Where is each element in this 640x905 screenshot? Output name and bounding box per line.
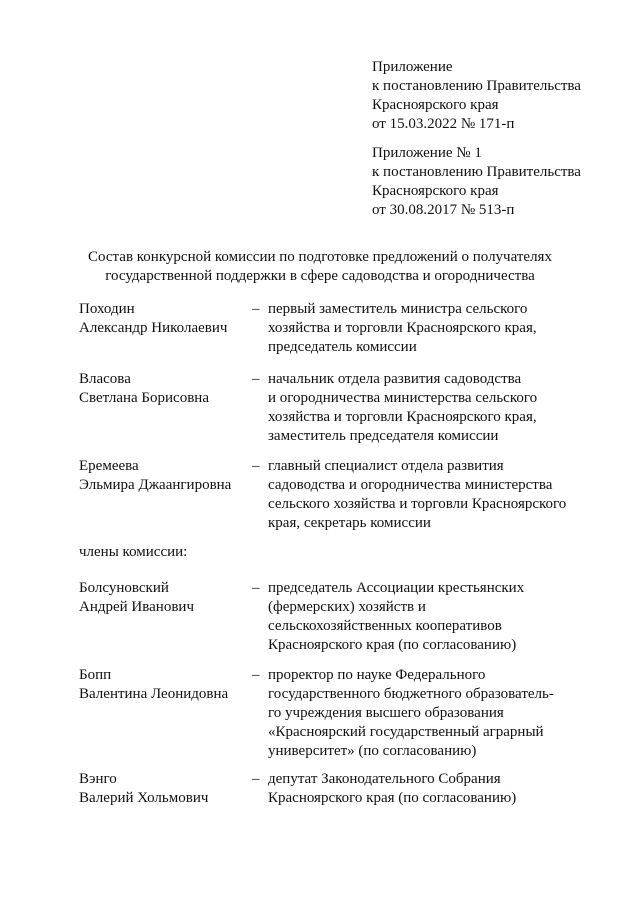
member-name — [79, 770, 208, 808]
member-role — [268, 300, 537, 357]
annex-heading: Приложение — [372, 59, 453, 75]
annex-block-current — [372, 58, 581, 134]
member-surname: Вэнго — [79, 771, 117, 787]
member-role — [268, 666, 554, 761]
annex-heading: Приложение № 1 — [372, 145, 482, 161]
member-dash: – — [252, 301, 260, 317]
document-title — [0, 248, 640, 286]
member-given-names: Эльмира Джаангировна — [79, 477, 232, 493]
member-surname: Бопп — [79, 667, 112, 683]
member-name — [79, 300, 227, 338]
annex-reference: к постановлению Правительства — [372, 164, 581, 180]
role-line: го учреждения высшего образования — [268, 705, 504, 721]
member-role — [268, 457, 566, 533]
annex-block-original — [372, 144, 581, 220]
role-line: депутат Законодательного Собрания — [268, 771, 501, 787]
role-line: сельского хозяйства и торговли Красноярского — [268, 496, 567, 512]
members-label: члены комиссии: — [79, 544, 188, 560]
member-dash: – — [252, 458, 260, 474]
role-line: Красноярского края (по согласованию) — [268, 637, 517, 653]
role-line: и огородничества министерства сельского — [268, 390, 538, 406]
role-line: Красноярского края (по согласованию) — [268, 790, 517, 806]
member-dash: – — [252, 667, 260, 683]
role-line: первый заместитель министра сельского — [268, 301, 528, 317]
member-dash: – — [252, 371, 260, 387]
role-line: хозяйства и торговли Красноярского края, — [268, 409, 537, 425]
title-line: Состав конкурсной комиссии по подготовке предложений о получателях — [88, 249, 552, 265]
member-given-names: Валерий Хольмович — [79, 790, 209, 806]
member-surname: Власова — [79, 371, 131, 387]
title-line: государственной поддержки в сфере садоводства и огородничества — [105, 268, 535, 284]
member-given-names: Александр Николаевич — [79, 320, 228, 336]
member-surname: Походин — [79, 301, 135, 317]
annex-region: Красноярского края — [372, 97, 499, 113]
role-line: председатель комиссии — [268, 339, 417, 355]
role-line: начальник отдела развития садоводства — [268, 371, 522, 387]
member-surname: Болсуновский — [79, 580, 169, 596]
member-role — [268, 770, 516, 808]
role-line: главный специалист отдела развития — [268, 458, 504, 474]
role-line: заместитель председателя комиссии — [268, 428, 499, 444]
member-name — [79, 370, 209, 408]
role-line: председатель Ассоциации крестьянских — [268, 580, 525, 596]
role-line: проректор по науке Федерального — [268, 667, 486, 683]
member-given-names: Светлана Борисовна — [79, 390, 209, 406]
annex-date-number: от 15.03.2022 № 171-п — [372, 116, 515, 132]
member-given-names: Андрей Иванович — [79, 599, 194, 615]
role-line: хозяйства и торговли Красноярского края, — [268, 320, 537, 336]
member-surname: Еремеева — [79, 458, 139, 474]
member-role — [268, 370, 537, 446]
role-line: университет» (по согласованию) — [268, 743, 477, 759]
member-given-names: Валентина Леонидовна — [79, 686, 229, 702]
member-name — [79, 579, 194, 617]
member-role — [268, 579, 524, 655]
annex-region: Красноярского края — [372, 183, 499, 199]
role-line: края, секретарь комиссии — [268, 515, 431, 531]
annex-reference: к постановлению Правительства — [372, 78, 581, 94]
role-line: (фермерских) хозяйств и — [268, 599, 426, 615]
member-dash: – — [252, 771, 260, 787]
member-name — [79, 457, 231, 495]
member-name — [79, 666, 228, 704]
role-line: сельскохозяйственных кооперативов — [268, 618, 502, 634]
role-line: государственного бюджетного образователь- — [268, 686, 554, 702]
role-line: «Красноярский государственный аграрный — [268, 724, 544, 740]
role-line: садоводства и огородничества министерства — [268, 477, 553, 493]
member-dash: – — [252, 580, 260, 596]
annex-date-number: от 30.08.2017 № 513-п — [372, 202, 515, 218]
